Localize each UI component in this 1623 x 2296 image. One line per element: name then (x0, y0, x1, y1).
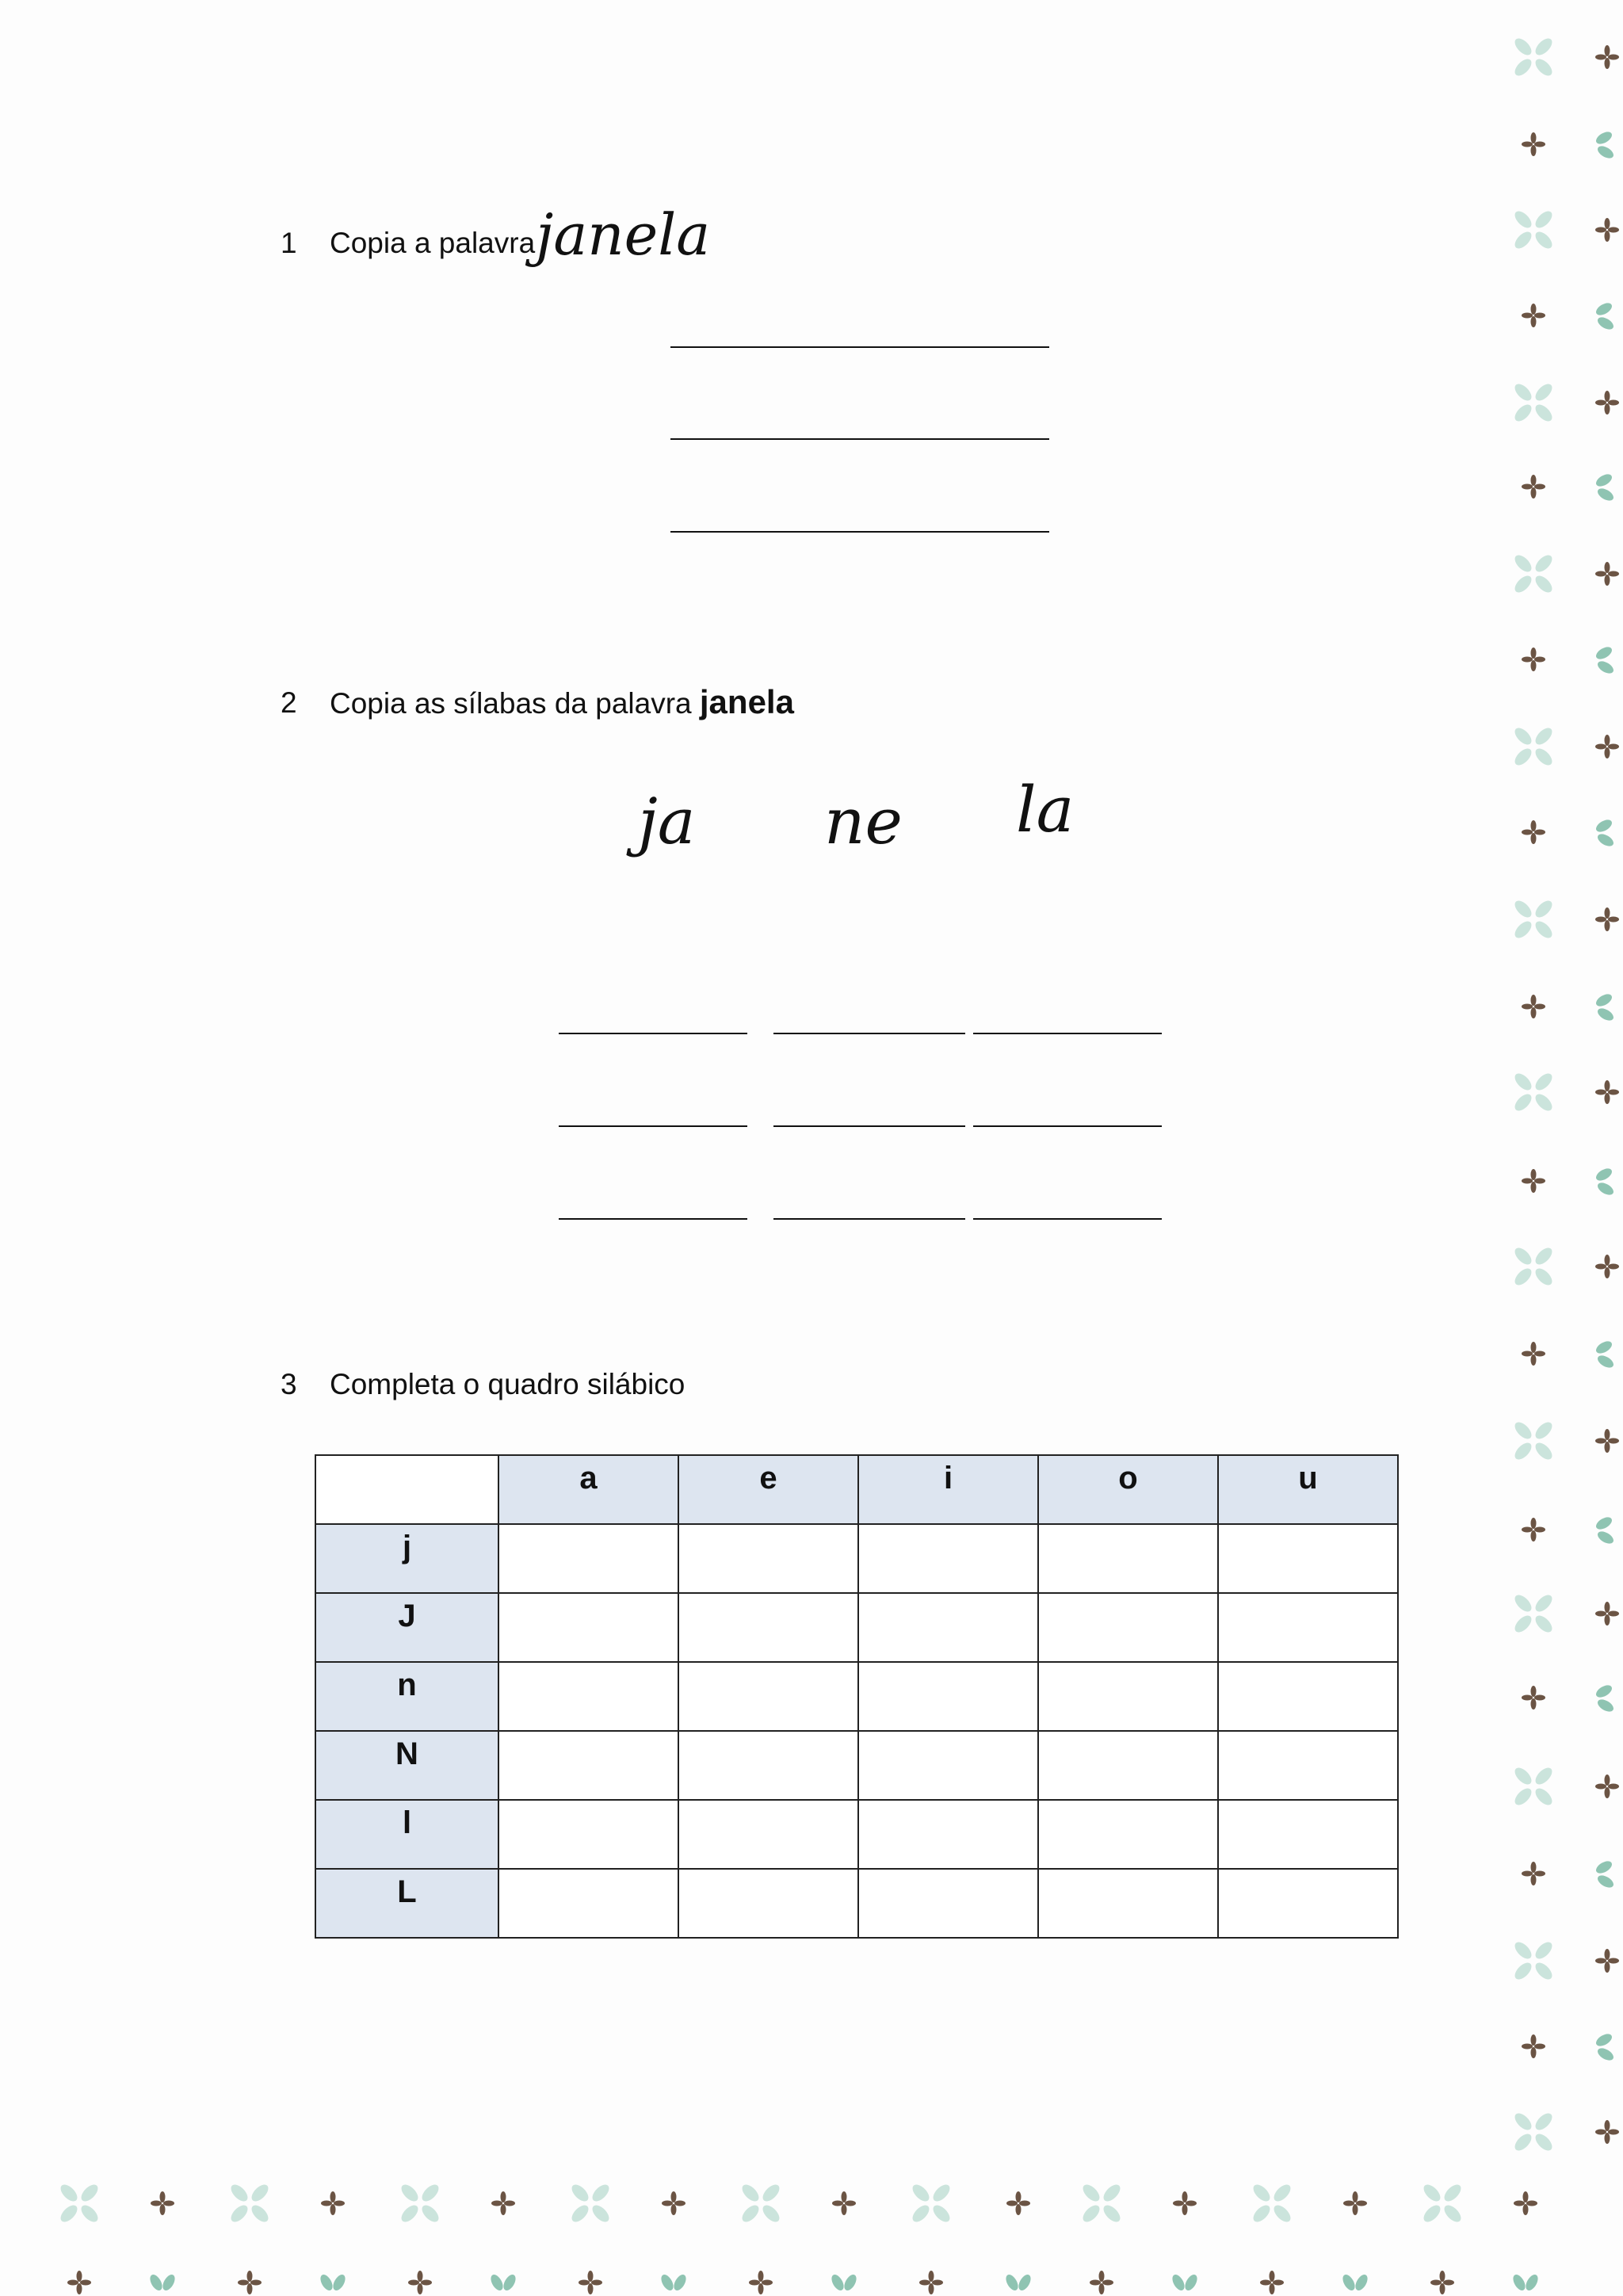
answer-line[interactable] (670, 438, 1049, 440)
table-row (315, 1662, 1398, 1731)
question-2-text (330, 683, 794, 721)
answer-cell[interactable] (1038, 1524, 1218, 1593)
answer-cell[interactable] (678, 1731, 858, 1800)
table-row (315, 1731, 1398, 1800)
answer-cell[interactable] (858, 1869, 1038, 1938)
syllable-answer-line[interactable] (773, 1125, 965, 1127)
answer-line[interactable] (670, 531, 1049, 533)
answer-cell[interactable] (1218, 1869, 1398, 1938)
column-header-i: i (858, 1455, 1038, 1524)
column-header-u: u (1218, 1455, 1398, 1524)
answer-cell[interactable] (498, 1524, 678, 1593)
column-header-e: e (678, 1455, 858, 1524)
syllable-answer-line[interactable] (973, 1125, 1162, 1127)
answer-cell[interactable] (1038, 1662, 1218, 1731)
answer-cell[interactable] (678, 1593, 858, 1662)
answer-cell[interactable] (858, 1524, 1038, 1593)
row-header-L: L (315, 1869, 498, 1938)
answer-cell[interactable] (1038, 1800, 1218, 1869)
answer-cell[interactable] (678, 1869, 858, 1938)
question-3-text: Completa o quadro silábico (330, 1368, 685, 1400)
answer-cell[interactable] (678, 1800, 858, 1869)
syllable-answer-line[interactable] (773, 1218, 965, 1220)
answer-cell[interactable] (1218, 1524, 1398, 1593)
column-header-o: o (1038, 1455, 1218, 1524)
answer-cell[interactable] (1038, 1731, 1218, 1800)
answer-cell[interactable] (498, 1731, 678, 1800)
question-2-word: janela (699, 683, 794, 720)
syllable-answer-line[interactable] (973, 1033, 1162, 1034)
syllable-table (315, 1454, 1399, 1939)
answer-cell[interactable] (498, 1800, 678, 1869)
table-row (315, 1593, 1398, 1662)
cursive-syllable-la: la (1016, 773, 1075, 846)
answer-cell[interactable] (858, 1593, 1038, 1662)
row-header-J: J (315, 1593, 498, 1662)
answer-cell[interactable] (678, 1524, 858, 1593)
answer-cell[interactable] (1038, 1593, 1218, 1662)
answer-cell[interactable] (498, 1593, 678, 1662)
row-header-j: j (315, 1524, 498, 1593)
row-header-N: N (315, 1731, 498, 1800)
question-3-number: 3 (281, 1368, 297, 1400)
cursive-syllable-ja: ja (638, 785, 696, 858)
table-row (315, 1800, 1398, 1869)
syllable-answer-line[interactable] (559, 1218, 747, 1220)
question-2-number: 2 (281, 686, 297, 719)
decorative-border-right (1490, 0, 1623, 2296)
decorative-border-bottom (0, 2164, 1623, 2296)
row-header-l: l (315, 1800, 498, 1869)
answer-cell[interactable] (858, 1800, 1038, 1869)
table-corner-cell (315, 1455, 498, 1524)
question-2-label: Copia as sílabas da palavra (330, 687, 700, 720)
answer-cell[interactable] (1218, 1800, 1398, 1869)
table-header-row (315, 1455, 1398, 1524)
cursive-syllable-ne: ne (824, 785, 903, 858)
answer-line[interactable] (670, 346, 1049, 348)
question-1-text: Copia a palavra (330, 227, 536, 259)
answer-cell[interactable] (858, 1662, 1038, 1731)
answer-cell[interactable] (498, 1662, 678, 1731)
syllable-answer-line[interactable] (559, 1125, 747, 1127)
question-1-number: 1 (281, 227, 297, 259)
answer-cell[interactable] (1218, 1731, 1398, 1800)
answer-cell[interactable] (498, 1869, 678, 1938)
answer-cell[interactable] (1038, 1869, 1218, 1938)
table-row (315, 1869, 1398, 1938)
cursive-word-janela: janela (536, 201, 711, 268)
syllable-answer-line[interactable] (973, 1218, 1162, 1220)
syllable-answer-line[interactable] (559, 1033, 747, 1034)
column-header-a: a (498, 1455, 678, 1524)
answer-cell[interactable] (678, 1662, 858, 1731)
row-header-n: n (315, 1662, 498, 1731)
answer-cell[interactable] (1218, 1593, 1398, 1662)
syllable-answer-line[interactable] (773, 1033, 965, 1034)
answer-cell[interactable] (1218, 1662, 1398, 1731)
table-row (315, 1524, 1398, 1593)
answer-cell[interactable] (858, 1731, 1038, 1800)
